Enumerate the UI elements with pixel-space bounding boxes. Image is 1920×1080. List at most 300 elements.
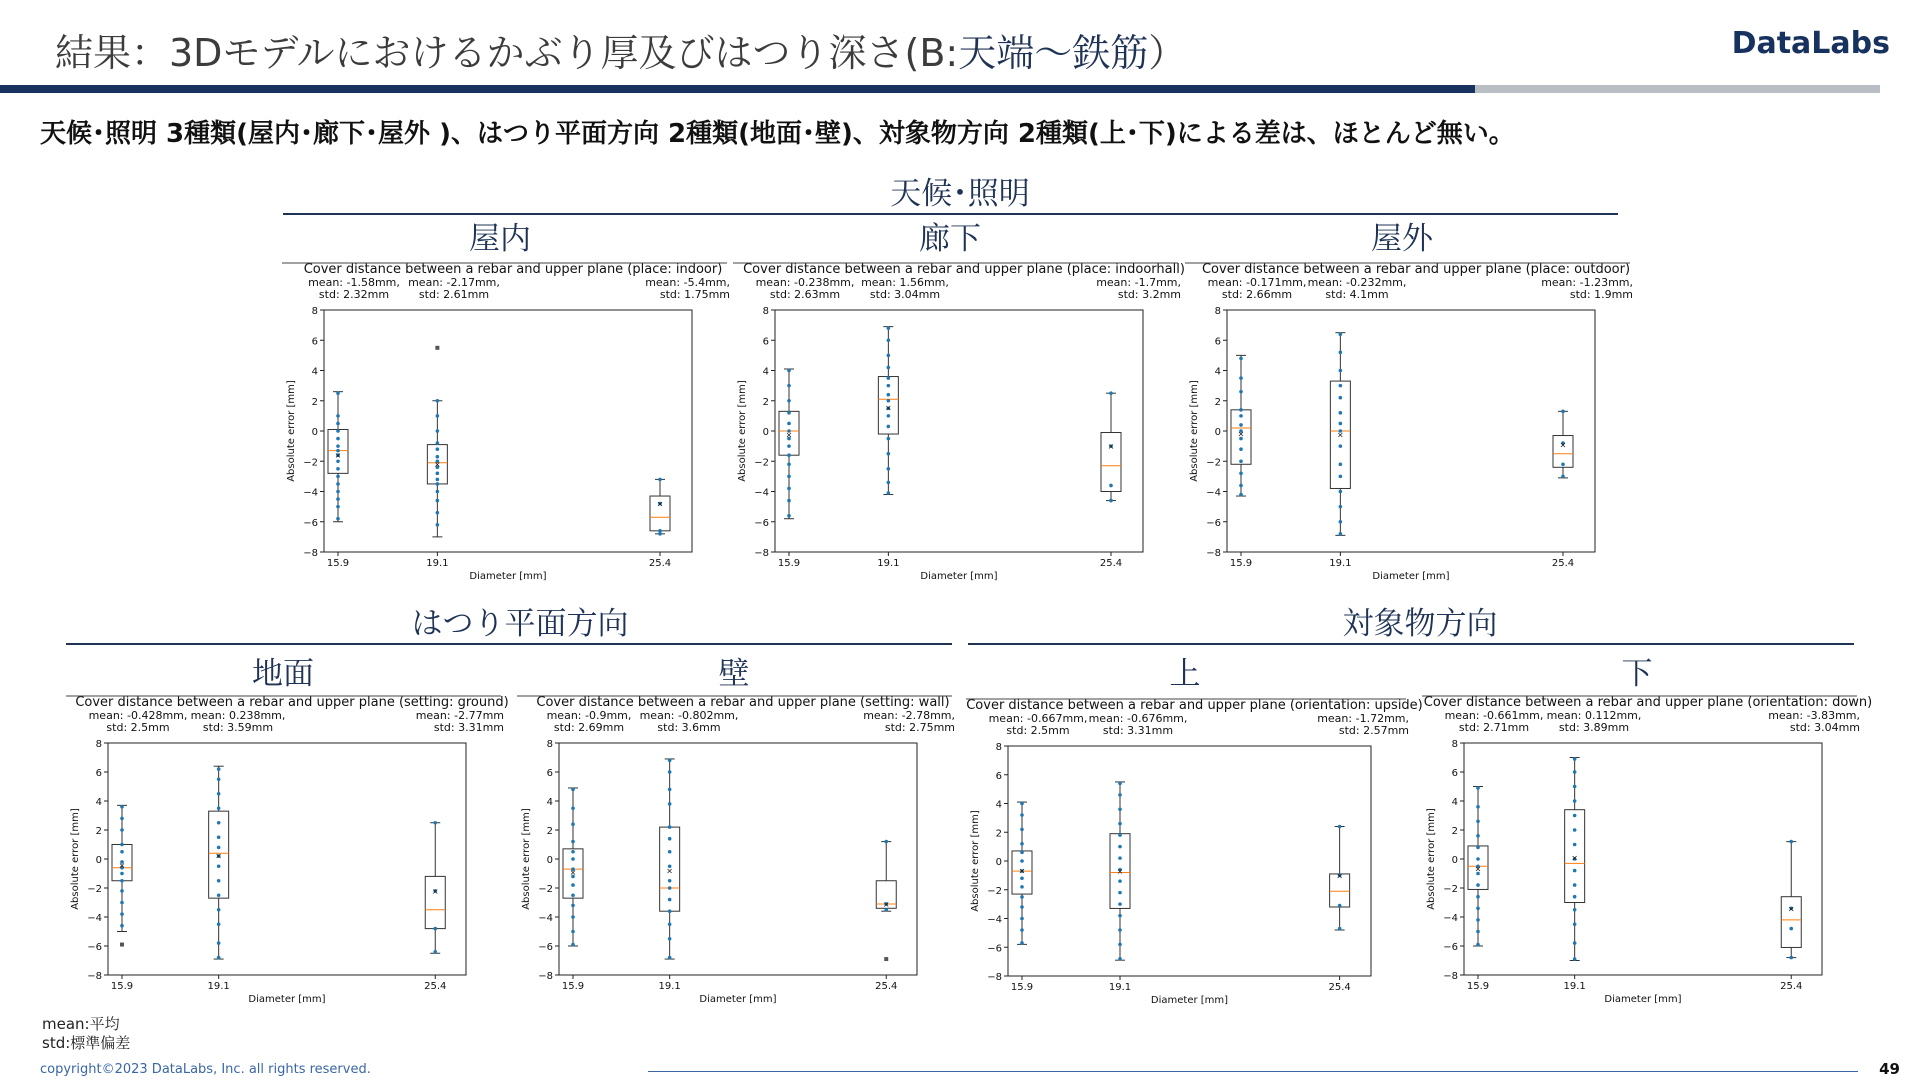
stats-mean-2: mean: -5.4mm, [645, 276, 730, 289]
data-point [1338, 825, 1342, 829]
data-point [658, 532, 662, 536]
chart-title: Cover distance between a rebar and upper plane (setting: ground) [75, 695, 509, 710]
y-axis-label: Absolute error [mm] [1189, 380, 1200, 482]
y-tick-label: 2 [1451, 826, 1458, 837]
y-tick-label: 8 [762, 306, 769, 317]
y-tick-label: −4 [87, 913, 102, 924]
mean-marker: × [1116, 866, 1124, 876]
stats-std-0: std: 2.32mm [318, 288, 390, 301]
data-point [336, 475, 340, 479]
data-point [1339, 532, 1343, 536]
data-point [336, 459, 340, 463]
stats-std-2: std: 1.75mm [659, 288, 730, 301]
data-point [1118, 845, 1122, 849]
y-tick-label: 2 [311, 396, 318, 408]
stats-std-1: std: 2.61mm [418, 288, 490, 301]
y-axis-label: Absolute error [mm] [970, 810, 981, 912]
y-tick-label: 8 [311, 306, 318, 317]
data-point [1118, 833, 1122, 837]
data-point [120, 901, 124, 905]
x-axis-label: Diameter [mm] [1372, 571, 1450, 582]
group-title-plane: はつり平面方向 [411, 606, 629, 642]
data-point [1020, 928, 1024, 932]
x-axis-label: Diameter [mm] [920, 571, 998, 582]
y-tick-label: −4 [303, 487, 318, 499]
x-tick-label: 19.1 [877, 558, 900, 569]
data-point [1118, 782, 1122, 786]
y-tick-label: 8 [546, 739, 553, 750]
data-point [1020, 813, 1024, 817]
mean-marker: × [118, 861, 126, 871]
y-tick-label: −8 [303, 548, 318, 559]
x-tick-label: 19.1 [1563, 981, 1586, 992]
data-point [1020, 941, 1024, 945]
data-point [1239, 472, 1243, 476]
stats-mean-2: mean: -3.83mm, [1768, 709, 1860, 722]
stats-mean-1: mean: 1.56mm, [861, 276, 949, 289]
data-point [1239, 484, 1243, 488]
data-point [336, 437, 340, 441]
data-point [668, 937, 672, 941]
data-point [217, 941, 221, 945]
data-point [1020, 842, 1024, 846]
data-point [336, 444, 340, 448]
data-point [668, 850, 672, 854]
data-point [1573, 828, 1577, 832]
mean-marker: × [656, 499, 664, 509]
group-line-plane [66, 643, 952, 645]
x-axis-label: Diameter [mm] [248, 994, 326, 1005]
data-point [1339, 490, 1343, 494]
data-point [658, 478, 662, 482]
stats-mean-1: mean: 0.238mm, [190, 709, 286, 722]
mean-marker: × [1018, 866, 1026, 876]
group-title-orientation: 対象物方向 [1342, 606, 1498, 642]
y-tick-label: −2 [1206, 457, 1221, 469]
data-point [436, 399, 440, 403]
data-point [1339, 462, 1343, 466]
data-point [571, 930, 575, 934]
stats-std-2: std: 2.57mm [1338, 724, 1409, 737]
data-point [668, 802, 672, 806]
data-point [1118, 856, 1122, 860]
data-point [1118, 822, 1122, 826]
data-point [120, 843, 124, 847]
data-point [1573, 883, 1577, 887]
chart-ground [66, 693, 509, 1013]
data-point [217, 846, 221, 850]
y-tick-label: 8 [1451, 739, 1458, 750]
data-point [1118, 902, 1122, 906]
y-tick-label: 8 [95, 739, 102, 750]
data-point [1109, 391, 1113, 395]
mean-marker: × [1336, 871, 1343, 881]
data-point [1020, 859, 1024, 863]
plot-frame [1227, 310, 1595, 552]
data-point [571, 840, 575, 844]
data-point [436, 429, 440, 433]
data-point [1338, 904, 1342, 908]
data-point [787, 462, 791, 466]
data-point [887, 467, 891, 471]
y-tick-label: −8 [538, 971, 553, 982]
data-point [436, 511, 440, 515]
data-point [1339, 411, 1343, 415]
data-point [1339, 422, 1343, 426]
data-point [571, 904, 575, 908]
data-point [787, 475, 791, 479]
data-point [668, 922, 672, 926]
data-point [120, 850, 124, 854]
data-point [436, 482, 440, 486]
stats-std-2: std: 3.04mm [1789, 721, 1860, 734]
data-point [336, 422, 340, 426]
stats-std-0: std: 2.71mm [1458, 721, 1530, 734]
y-tick-label: −2 [87, 884, 102, 895]
plot-frame [1008, 746, 1371, 976]
plot-frame [324, 310, 692, 552]
data-point [1573, 770, 1577, 774]
data-point [1476, 846, 1480, 850]
subtitle-outdoor: 屋外 [1371, 221, 1433, 257]
data-point [787, 514, 791, 518]
data-point [1339, 444, 1343, 448]
y-tick-label: 4 [762, 366, 769, 378]
y-tick-label: −2 [987, 885, 1002, 897]
page-number: 49 [1879, 1060, 1900, 1078]
data-point [887, 338, 891, 342]
data-point [571, 857, 575, 861]
y-tick-label: −6 [538, 942, 553, 953]
y-tick-label: −8 [1206, 548, 1221, 559]
header-rule-gray [1475, 85, 1880, 93]
x-tick-label: 15.9 [326, 558, 350, 569]
data-point [1239, 459, 1243, 463]
data-point [1118, 914, 1122, 918]
data-point [336, 391, 340, 395]
data-point [787, 422, 791, 426]
data-point [1339, 384, 1343, 388]
y-tick-label: −8 [754, 548, 769, 559]
y-tick-label: −2 [754, 457, 769, 469]
x-tick-label: 15.9 [1229, 558, 1253, 569]
data-point [1789, 956, 1793, 960]
x-tick-label: 15.9 [1466, 981, 1490, 992]
data-point [571, 893, 575, 897]
chart-indoor [282, 260, 732, 590]
chart-title: Cover distance between a rebar and upper plane (orientation: upside) [966, 698, 1423, 713]
y-tick-label: 2 [1214, 396, 1221, 408]
data-point [1109, 499, 1113, 503]
data-point [668, 909, 672, 913]
data-point [1118, 793, 1122, 797]
data-point [1109, 484, 1113, 488]
data-point [217, 879, 221, 883]
stats-std-0: std: 2.63mm [769, 288, 841, 301]
y-tick-label: 6 [311, 336, 318, 348]
stats-std-1: std: 3.89mm [1558, 721, 1630, 734]
y-tick-label: 4 [1214, 366, 1221, 378]
stats-mean-2: mean: -1.7mm, [1096, 276, 1181, 289]
brand-logo: DataLabs [1731, 26, 1890, 61]
data-point [1239, 408, 1243, 412]
summary-text: 天候･照明 3種類(屋内･廊下･屋外 )、はつり平面方向 2種類(地面･壁)、対象物方向 2種類(上･下)による差は、ほとんど無い。 [40, 119, 1515, 149]
mean-marker: × [1474, 864, 1482, 874]
data-point [1020, 917, 1024, 921]
data-point [787, 411, 791, 415]
stats-std-1: std: 3.59mm [202, 721, 274, 734]
data-point [668, 898, 672, 902]
stats-mean-1: mean: -0.676mm, [1088, 712, 1188, 725]
x-tick-label: 25.4 [648, 558, 672, 569]
y-tick-label: 4 [311, 366, 318, 378]
stats-mean-2: mean: -1.72mm, [1317, 712, 1409, 725]
data-point [1476, 834, 1480, 838]
x-tick-label: 19.1 [1329, 558, 1352, 569]
y-tick-label: 6 [546, 768, 553, 779]
plot-frame [1464, 743, 1822, 975]
mean-marker: × [1237, 429, 1245, 439]
stats-mean-2: mean: -2.77mm [415, 709, 504, 722]
data-point [1476, 895, 1480, 899]
data-point [668, 825, 672, 829]
data-point [571, 788, 575, 792]
legend-notes [42, 1015, 130, 1053]
y-tick-label: 0 [762, 427, 769, 438]
stats-std-2: std: 2.75mm [884, 721, 955, 734]
stats-mean-0: mean: -0.9mm, [546, 709, 632, 722]
data-point [887, 491, 891, 495]
data-point [1118, 807, 1122, 811]
data-point [1573, 785, 1577, 789]
flier-point [120, 943, 124, 947]
stats-mean-0: mean: -0.238mm, [755, 276, 855, 289]
data-point [436, 414, 440, 418]
stats-mean-0: mean: -1.58mm, [308, 276, 400, 289]
x-tick-label: 15.9 [561, 981, 585, 992]
legend-std: std:標準偏差 [42, 1034, 131, 1052]
data-point [668, 759, 672, 763]
y-tick-label: −6 [87, 942, 102, 953]
data-point [120, 817, 124, 821]
data-point [1476, 907, 1480, 911]
y-tick-label: 0 [95, 855, 102, 866]
stats-mean-1: mean: -0.802mm, [639, 709, 739, 722]
x-tick-label: 25.4 [875, 981, 898, 992]
mean-marker: × [569, 868, 577, 878]
stats-mean-2: mean: -2.78mm, [863, 709, 955, 722]
data-point [668, 886, 672, 890]
data-point [1239, 423, 1243, 427]
data-point [1239, 376, 1243, 380]
data-point [336, 414, 340, 418]
legend-mean: mean:平均 [42, 1015, 120, 1033]
data-point [1339, 505, 1343, 509]
chart-down [1422, 693, 1873, 1013]
x-tick-label: 19.1 [658, 981, 681, 992]
data-point [436, 499, 440, 503]
data-point [1239, 493, 1243, 497]
mean-marker: × [882, 899, 890, 909]
data-point [217, 922, 221, 926]
data-point [336, 482, 340, 486]
stats-mean-0: mean: -0.667mm, [988, 712, 1088, 725]
data-point [217, 908, 221, 912]
chart-indoorhall [733, 260, 1183, 590]
data-point [436, 441, 440, 445]
y-tick-label: 2 [995, 828, 1002, 840]
y-axis-label: Absolute error [mm] [70, 808, 81, 910]
y-tick-label: −8 [1443, 971, 1458, 982]
y-tick-label: 4 [1451, 797, 1458, 808]
mean-marker: × [334, 450, 342, 460]
chart-title: Cover distance between a rebar and upper plane (orientation: down) [1423, 695, 1873, 710]
data-point [887, 399, 891, 403]
data-point [1339, 332, 1343, 336]
data-point [1118, 928, 1122, 932]
mean-marker: × [1107, 442, 1115, 452]
data-point [1789, 927, 1793, 931]
data-point [1020, 905, 1024, 909]
data-point [668, 788, 672, 792]
mean-marker: × [431, 886, 439, 896]
data-point [571, 883, 575, 887]
copyright: copyright©2023 DataLabs, Inc. all rights reserved. [40, 1062, 371, 1077]
y-tick-label: 2 [95, 826, 102, 837]
mean-marker: × [1787, 904, 1795, 914]
x-tick-label: 25.4 [1328, 982, 1351, 993]
stats-std-1: std: 3.31mm [1102, 724, 1174, 737]
mean-marker: × [1559, 440, 1567, 450]
data-point [1020, 851, 1024, 855]
data-point [336, 497, 340, 501]
x-axis-label: Diameter [mm] [1150, 995, 1229, 1006]
page-title: 結果：3Dモデルにおけるかぶり厚及びはつり深さ(B:天端～鉄筋） [55, 31, 1187, 75]
data-point [1573, 814, 1577, 818]
y-tick-label: 6 [1214, 336, 1221, 348]
data-point [1573, 922, 1577, 926]
y-tick-label: −6 [987, 943, 1002, 955]
data-point [887, 452, 891, 456]
chart-outdoor [1185, 260, 1635, 590]
y-tick-label: 0 [1451, 855, 1458, 866]
data-point [217, 893, 221, 897]
flier-point [435, 346, 439, 350]
stats-std-0: std: 2.5mm [1006, 724, 1070, 737]
data-point [1561, 410, 1565, 414]
chart-wall [517, 693, 957, 1013]
data-point [887, 376, 891, 380]
x-tick-label: 15.9 [110, 981, 134, 992]
data-point [336, 517, 340, 521]
y-tick-label: 8 [1214, 306, 1221, 317]
data-point [1239, 390, 1243, 394]
data-point [1476, 820, 1480, 824]
data-point [217, 777, 221, 781]
data-point [336, 467, 340, 471]
data-point [120, 805, 124, 809]
data-point [887, 393, 891, 397]
y-tick-label: −8 [987, 972, 1002, 983]
data-point [1476, 883, 1480, 887]
data-point [1239, 357, 1243, 361]
data-point [1339, 351, 1343, 355]
stats-mean-0: mean: -0.661mm, [1444, 709, 1544, 722]
data-point [1020, 828, 1024, 832]
mean-marker: × [434, 459, 441, 469]
chart-upside [966, 696, 1423, 1014]
data-point [120, 924, 124, 928]
data-point [571, 806, 575, 810]
data-point [436, 472, 440, 476]
stats-std-2: std: 3.2mm [1117, 288, 1181, 301]
data-point [1789, 840, 1793, 844]
y-tick-label: −4 [538, 913, 553, 924]
data-point [668, 956, 672, 960]
data-point [571, 850, 575, 854]
data-point [336, 505, 340, 509]
data-point [887, 437, 891, 441]
subtitle-indoor: 屋内 [469, 221, 531, 257]
data-point [1118, 943, 1122, 947]
y-tick-label: −2 [1443, 884, 1458, 895]
data-point [436, 447, 440, 451]
data-point [217, 864, 221, 868]
y-tick-label: −6 [754, 517, 769, 529]
data-point [1339, 369, 1343, 373]
data-point [1239, 414, 1243, 418]
data-point [1573, 869, 1577, 873]
group-line-orientation [968, 643, 1854, 645]
plot-frame [775, 310, 1143, 552]
subtitle-upside: 上 [1169, 656, 1201, 692]
stats-std-2: std: 1.9mm [1569, 288, 1633, 301]
plot-frame [559, 743, 917, 975]
y-tick-label: −6 [303, 517, 318, 529]
data-point [1561, 462, 1565, 466]
x-tick-label: 19.1 [1108, 982, 1132, 993]
data-point [120, 879, 124, 883]
data-point [336, 490, 340, 494]
mean-marker: × [785, 430, 793, 440]
y-tick-label: −2 [303, 457, 318, 469]
box-iqr [425, 876, 445, 928]
data-point [1573, 957, 1577, 961]
data-point [217, 835, 221, 839]
x-tick-label: 15.9 [777, 558, 801, 569]
stats-mean-0: mean: -0.428mm, [88, 709, 188, 722]
subtitle-wall: 壁 [718, 656, 750, 692]
x-tick-label: 25.4 [424, 981, 447, 992]
data-point [1020, 895, 1024, 899]
data-point [1118, 957, 1122, 961]
data-point [217, 792, 221, 796]
x-tick-label: 25.4 [1099, 558, 1123, 569]
chart-title: Cover distance between a rebar and upper plane (setting: wall) [536, 695, 950, 710]
data-point [436, 455, 440, 459]
y-axis-label: Absolute error [mm] [737, 380, 748, 482]
mean-marker: × [885, 403, 892, 413]
data-point [887, 481, 891, 485]
data-point [1573, 941, 1577, 945]
data-point [1573, 895, 1577, 899]
y-tick-label: 6 [762, 336, 769, 348]
data-point [571, 915, 575, 919]
y-axis-label: Absolute error [mm] [521, 808, 532, 910]
footer-rule [648, 1071, 1858, 1072]
x-axis-label: Diameter [mm] [469, 571, 547, 582]
data-point [571, 943, 575, 947]
